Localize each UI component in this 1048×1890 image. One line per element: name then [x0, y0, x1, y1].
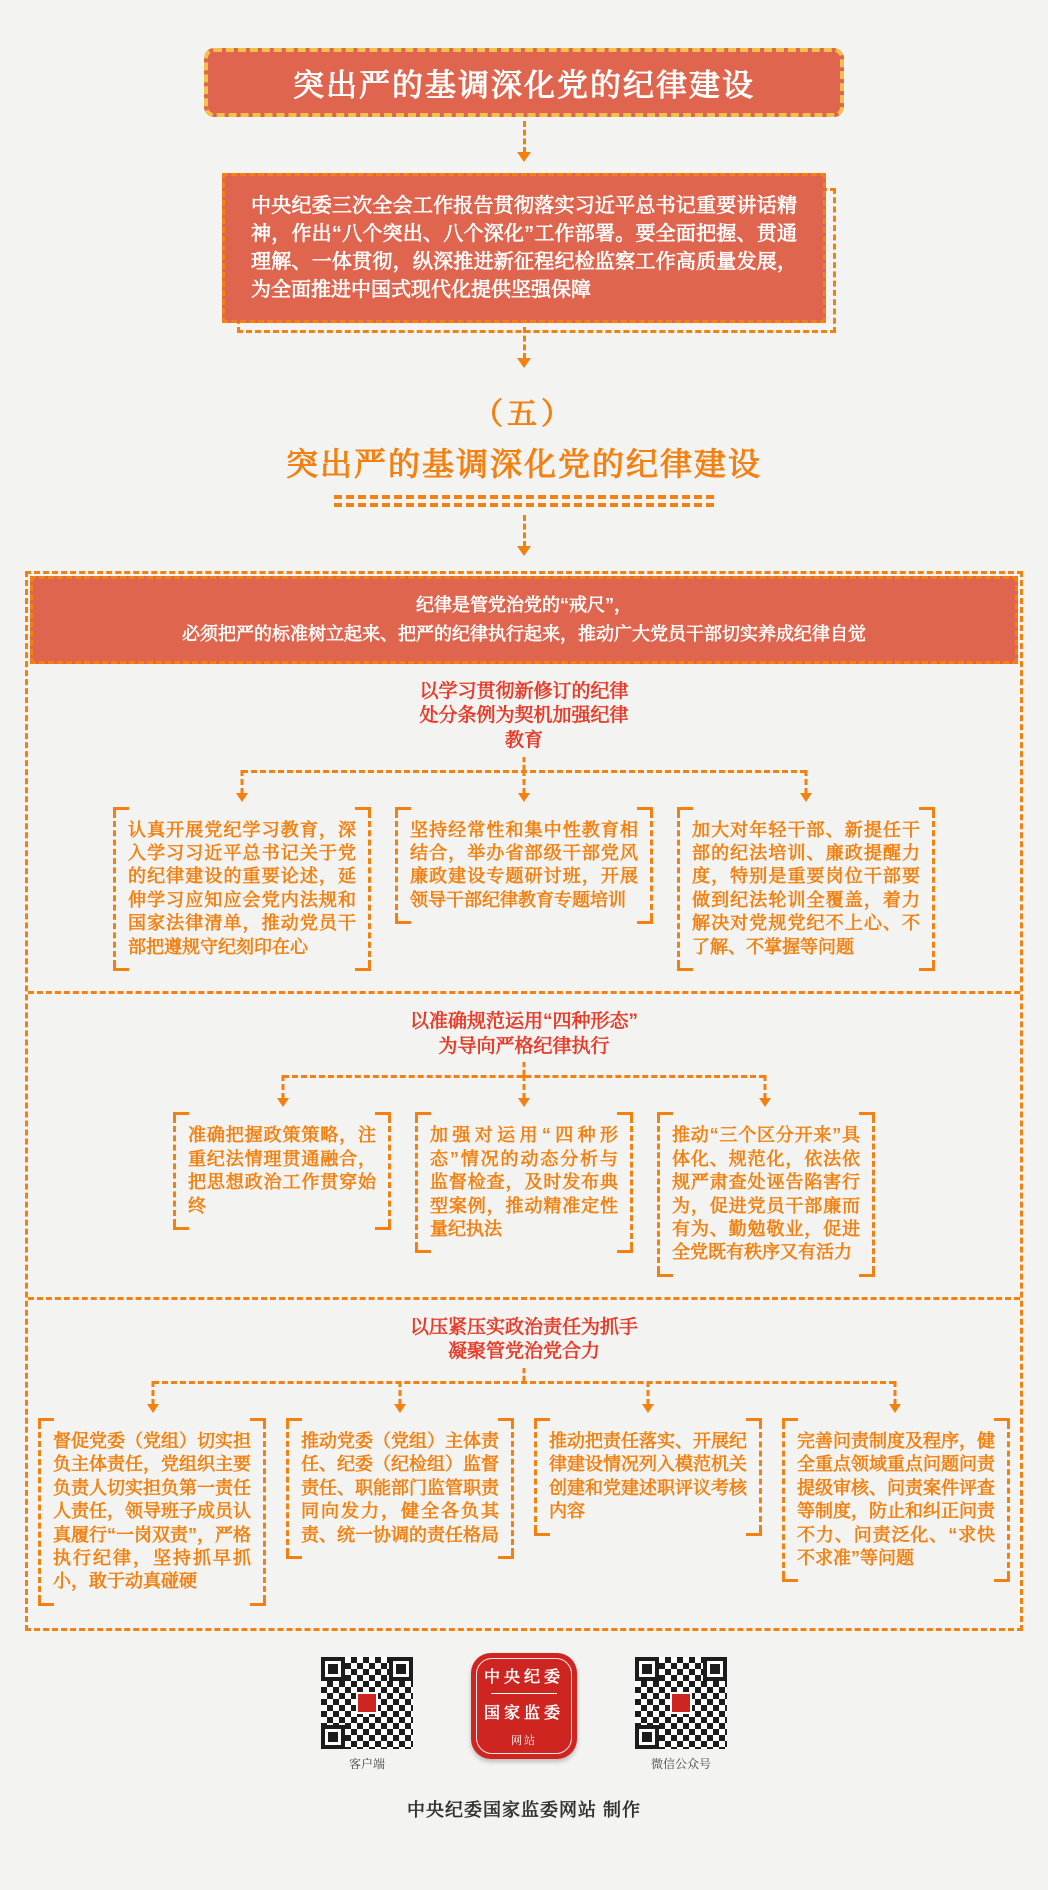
arrow-down-icon: [518, 1098, 530, 1113]
arrow-down-icon: [642, 1404, 654, 1419]
section-2-heading: 以准确规范运用“四种形态” 为导向严格纪律执行: [409, 1011, 638, 1057]
section-2: [28, 1010, 1020, 1277]
arrow-down-icon: [147, 1404, 159, 1419]
branch-connector: [28, 1062, 1020, 1112]
arrow-down-icon: [518, 793, 530, 808]
part-number: （五）: [473, 398, 575, 431]
arrow-down-icon: [277, 1098, 289, 1113]
section-1: [28, 680, 1020, 971]
card-text: 认真开展党纪学习教育，深入学习习近平总书记关于党的纪律建设的重要论述，延伸学习应知应会党内法规和国家法律清单，推动党员干部把遵规守纪刻印在心: [128, 819, 356, 957]
part-title: 突出严的基调深化党的纪律建设: [285, 446, 762, 482]
double-dash-rule: [334, 495, 714, 507]
card: [677, 807, 935, 971]
arrow-down-icon: [517, 121, 531, 169]
card: [286, 1418, 514, 1559]
main-header-box: [30, 576, 1018, 664]
qr-code-client-icon: [321, 1657, 413, 1749]
card-text: 推动“三个区分开来”具体化、规范化，依法依规严肃查处诬告陷害行为，促进党员干部廉而有为、勤勉敬业，促进全党既有秩序又有活力: [672, 1125, 860, 1263]
arrow-down-icon: [759, 1098, 771, 1113]
qr-code-wechat-icon: [635, 1657, 727, 1749]
card-text: 推动党委（党组）主体责任、纪委（纪检组）监督责任、职能部门监管职责同向发力，健全各负其责、统一协调的责任格局: [301, 1431, 499, 1545]
branch-connector: [28, 1368, 1020, 1418]
card-text: 坚持经常性和集中性教育相结合，举办省部级干部党风廉政建设专题研讨班，开展领导干部纪律教育专题培训: [410, 819, 638, 910]
main-header-line2: 必须把严的标准树立起来、把严的纪律执行起来，推动广大党员干部切实养成纪律自觉: [182, 623, 866, 644]
logo-line-1: 中央纪委: [483, 1668, 564, 1686]
main-container: [25, 571, 1023, 1631]
branch-connector: [28, 757, 1020, 807]
card: [113, 807, 371, 971]
card-text: 加大对年轻干部、新提任干部的纪法培训、廉政提醒力度，特别是重要岗位干部要做到纪法轮训全覆盖，着力解决对党规党纪不上心、不了解、不掌握等问题: [692, 819, 920, 957]
card-text: 推动把责任落实、开展纪律建设情况列入模范机关创建和党建述职评议考核内容: [549, 1431, 747, 1522]
section-divider: [28, 991, 1020, 994]
arrow-down-icon: [236, 793, 248, 808]
arrow-down-icon: [394, 1404, 406, 1419]
card-text: 督促党委（党组）切实担负主体责任，党组织主要负责人切实担负第一责任人责任，领导班子成员认真履行“一岗双责”，严格执行纪律，坚持抓早抓小，敢于动真碰硬: [53, 1431, 251, 1592]
site-logo-tile: [471, 1653, 577, 1759]
card: [395, 807, 653, 925]
intro-box: [222, 173, 826, 323]
credit-text: 中央纪委国家监委网站 制作: [407, 1799, 641, 1820]
section-3: [28, 1316, 1020, 1606]
card-text: 准确把握政策策略，注重纪法情理贯通融合，把思想政治工作贯穿始终: [188, 1125, 376, 1216]
title-banner: [204, 48, 844, 117]
qr-right: [635, 1657, 727, 1772]
section-divider: [28, 1297, 1020, 1300]
qr-left-label: 客户端: [348, 1756, 385, 1771]
logo-divider: [491, 1693, 557, 1694]
card: [534, 1418, 762, 1536]
title-banner-text: 突出严的基调深化党的纪律建设: [293, 68, 755, 103]
card: [38, 1418, 266, 1606]
arrow-down-icon: [517, 327, 531, 375]
logo-line-3: 网站: [511, 1734, 537, 1747]
card: [657, 1112, 875, 1276]
arrow-down-icon: [517, 515, 531, 563]
qr-right-label: 微信公众号: [650, 1756, 711, 1771]
arrow-down-icon: [889, 1404, 901, 1419]
card: [415, 1112, 633, 1253]
footer: [321, 1657, 727, 1822]
logo-line-2: 国家监委: [483, 1704, 564, 1722]
card: [782, 1418, 1010, 1582]
card-text: 完善问责制度及程序，健全重点领域重点问题问责提级审核、问责案件评查等制度，防止和纠正问责不力、问责泛化、“求快不求准”等问题: [797, 1431, 995, 1569]
qr-left: [321, 1657, 413, 1772]
section-3-heading: 以压紧压实政治责任为抓手 凝聚管党治党合力: [409, 1316, 638, 1363]
arrow-down-icon: [800, 793, 812, 808]
main-header-line1: 纪律是管党治党的“戒尺”，: [416, 595, 632, 615]
card-text: 加强对运用“四种形态”情况的动态分析与监督检查，及时发布典型案例，推动精准定性量纪执法: [430, 1125, 618, 1239]
section-1-heading: 以学习贯彻新修订的纪律 处分条例为契机加强纪律 教育: [419, 680, 629, 751]
intro-text: 中央纪委三次全会工作报告贯彻落实习近平总书记重要讲话精神，作出“八个突出、八个深化”工作部署。要全面把握、贯通理解、一体贯彻，纵深推进新征程纪检监察工作高质量发展，为全面推进中国式现代化提供坚强保障: [251, 195, 797, 301]
card: [173, 1112, 391, 1230]
